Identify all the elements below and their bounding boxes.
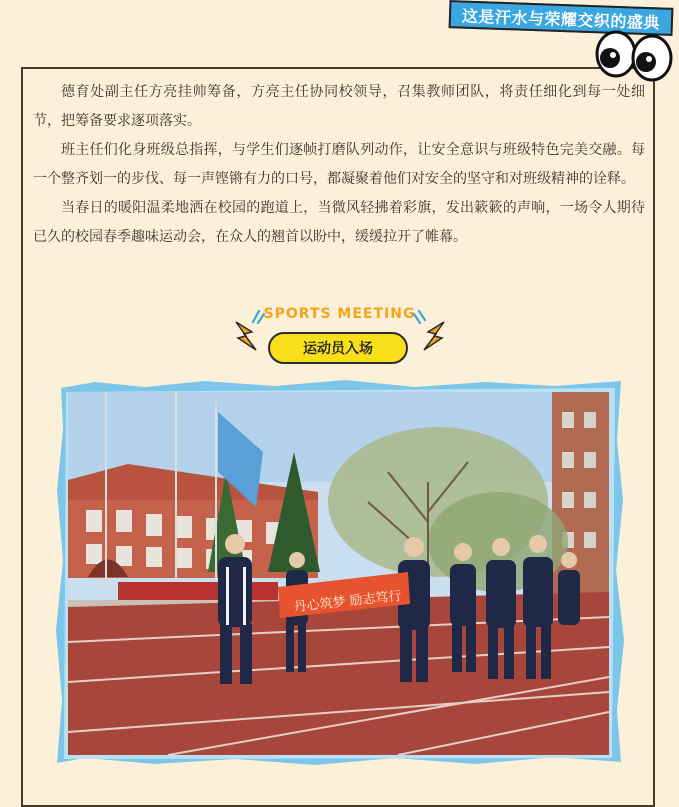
paragraph: 当春日的暖阳温柔地洒在校园的跑道上，当微风轻拂着彩旗，发出簌簌的声响，一场令人期待已久的校园春季趣味运动会，在众人的翘首以盼中，缓缓拉开了帷幕。 [33, 200, 645, 245]
section-label-pill [268, 332, 408, 364]
photo-banner-text: 丹心筑梦 励志笃行 [293, 588, 403, 616]
paragraph: 德育处副主任方亮挂帅筹备，方亮主任协同校领导，召集教师团队，将责任细化到每一处细节，把筹备要求逐项落实。 [33, 84, 645, 129]
section-label: 运动员入场 [303, 341, 373, 357]
paragraph: 班主任们化身班级总指挥，与学生们逐帧打磨队列动作，让安全意识与班级特色完美交融。每一个整齐划一的步伐、每一声铿锵有力的口号，都凝聚着他们对安全的坚守和对班级精神的诠释。 [33, 142, 645, 187]
header-tag-text: 这是汗水与荣耀交织的盛典 [461, 6, 661, 32]
photo-frame [55, 380, 625, 765]
section-english-title: SPORTS MEETING [263, 306, 416, 322]
article-body [33, 78, 645, 252]
sports-meeting-photo [68, 392, 609, 755]
cartoon-eyes-icon [588, 26, 678, 86]
